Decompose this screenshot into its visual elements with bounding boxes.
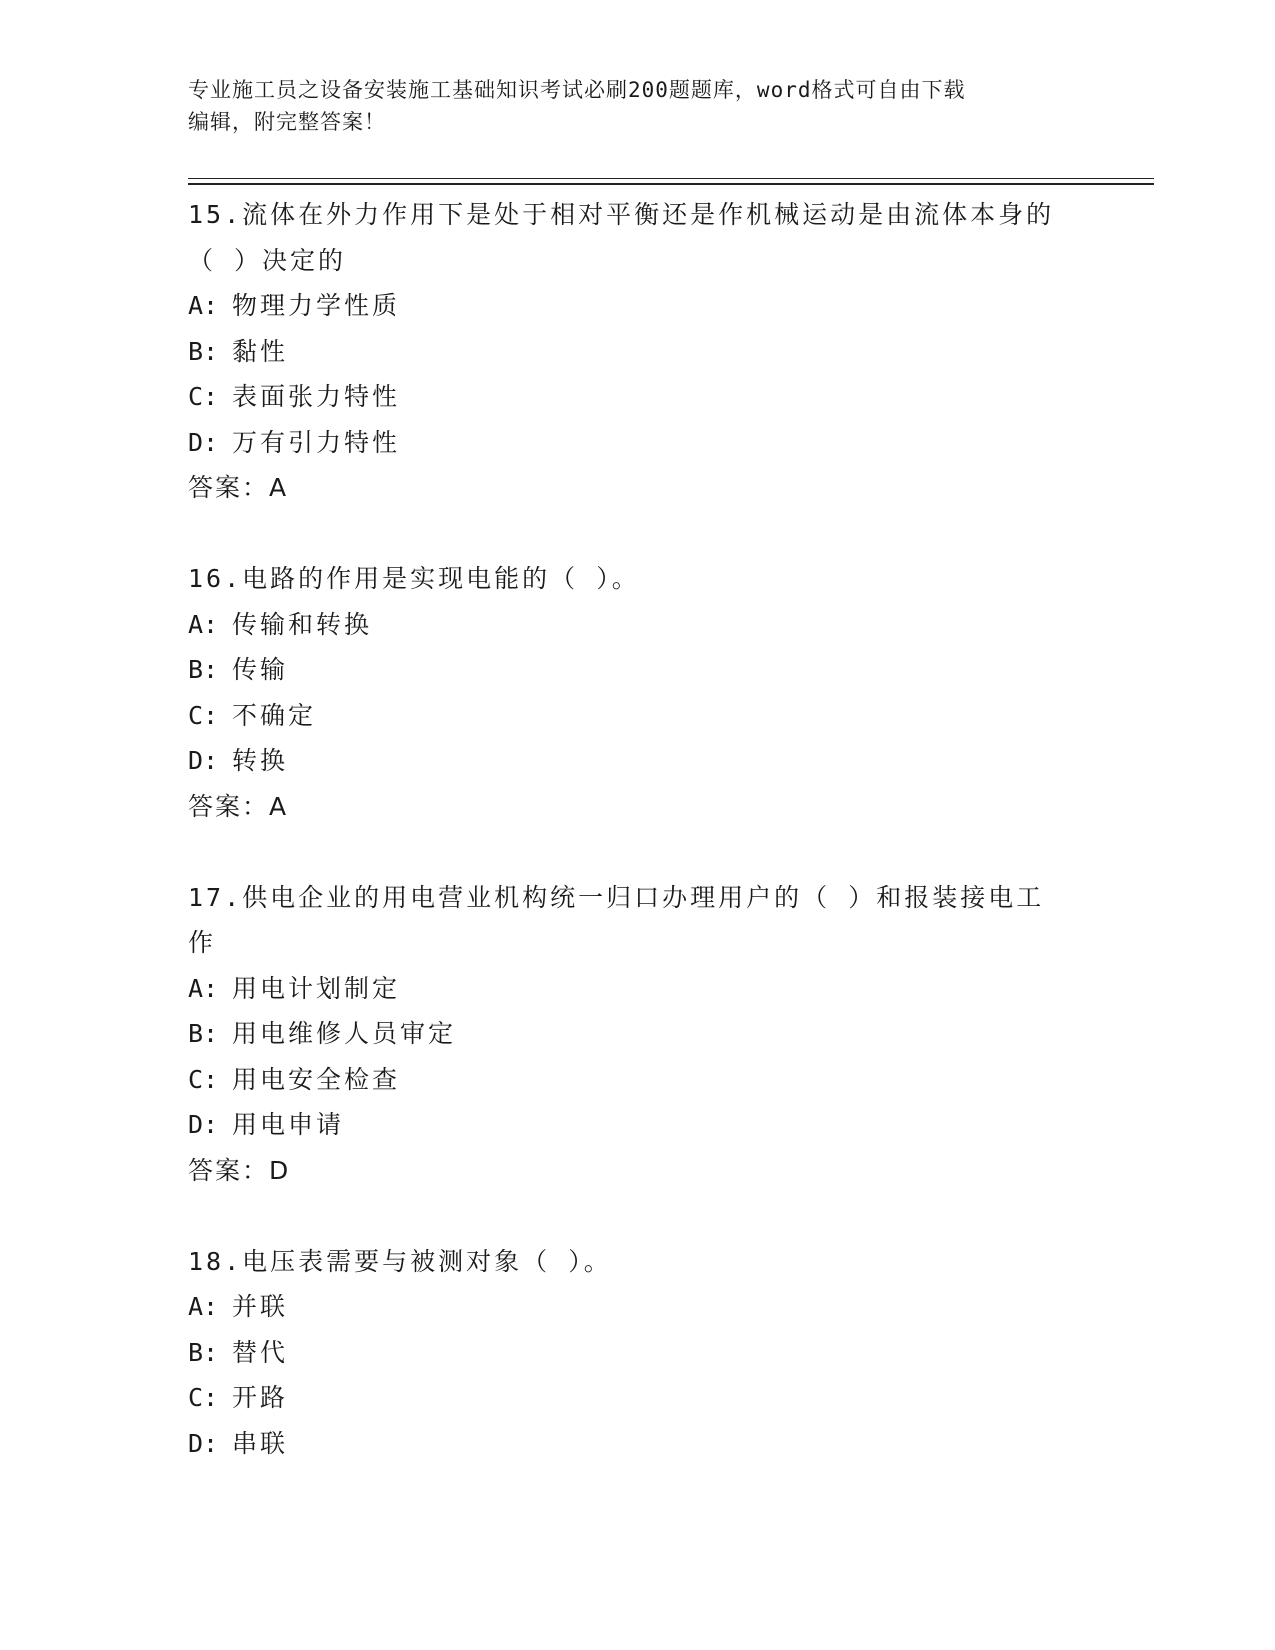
option-text: 传输和转换 <box>232 609 373 639</box>
option-text: 并联 <box>232 1292 289 1321</box>
option-letter: D: <box>188 1110 219 1139</box>
option-letter: A: <box>188 973 219 1003</box>
question-spacer <box>188 1193 1088 1239</box>
question-18 <box>188 1239 1088 1467</box>
option-text: 物理力学性质 <box>232 291 401 320</box>
option-letter: D: <box>188 746 219 775</box>
option-text: 万有引力特性 <box>232 427 401 457</box>
question-text-line2: 作 <box>188 928 217 957</box>
option-letter: B: <box>188 1337 219 1367</box>
header-title-line1: 专业施工员之设备安装施工基础知识考试必刷200题题库，word格式可自由下载 <box>188 78 966 102</box>
question-16 <box>188 556 1088 829</box>
option-b <box>188 647 1088 693</box>
question-15 <box>188 192 1088 511</box>
option-b <box>188 1011 1088 1057</box>
option-letter: A: <box>188 1292 219 1321</box>
option-c <box>188 1375 1088 1421</box>
question-text-line1: 电路的作用是实现电能的（ ）。 <box>242 564 640 593</box>
option-text: 表面张力特性 <box>232 382 401 411</box>
header-divider-thin <box>188 178 1154 179</box>
option-letter: B: <box>188 655 219 684</box>
option-text: 黏性 <box>232 336 289 366</box>
question-spacer <box>188 511 1088 557</box>
question-text-line2: （ ）决定的 <box>188 245 347 275</box>
question-list <box>188 192 1088 1466</box>
option-text: 用电安全检查 <box>232 1064 401 1094</box>
option-c <box>188 374 1088 420</box>
option-text: 用电计划制定 <box>232 973 401 1003</box>
question-number: 15. <box>188 200 243 229</box>
option-letter: C: <box>188 1383 219 1412</box>
option-text: 转换 <box>232 746 289 775</box>
question-number: 16. <box>188 564 243 593</box>
question-stem <box>188 192 1068 238</box>
document-header <box>188 74 1088 138</box>
question-text-line1: 电压表需要与被测对象（ ）。 <box>242 1246 612 1276</box>
option-a <box>188 602 1088 648</box>
option-letter: A: <box>188 609 219 639</box>
option-text: 用电维修人员审定 <box>232 1019 457 1048</box>
option-letter: C: <box>188 700 219 730</box>
option-text: 替代 <box>232 1337 289 1367</box>
option-text: 不确定 <box>232 700 317 730</box>
question-17 <box>188 875 1088 1194</box>
option-letter: C: <box>188 1064 219 1094</box>
question-number: 18. <box>188 1246 243 1276</box>
option-d <box>188 1421 1088 1467</box>
option-a <box>188 1284 1088 1330</box>
option-d <box>188 420 1088 466</box>
option-a <box>188 966 1088 1012</box>
option-a <box>188 283 1088 329</box>
option-d <box>188 738 1088 784</box>
option-letter: D: <box>188 1428 219 1458</box>
option-text: 串联 <box>232 1428 289 1458</box>
answer-line: 答案：A <box>188 473 289 502</box>
option-b <box>188 1330 1088 1376</box>
option-letter: C: <box>188 382 219 411</box>
option-c <box>188 693 1088 739</box>
question-number: 17. <box>188 882 243 912</box>
question-stem <box>188 875 1068 921</box>
option-letter: B: <box>188 336 219 366</box>
option-c <box>188 1057 1088 1103</box>
header-title-line2: 编辑，附完整答案！ <box>188 110 386 134</box>
question-text-line1: 供电企业的用电营业机构统一归口办理用户的（ ）和报装接电工 <box>242 882 1045 912</box>
option-text: 传输 <box>232 655 289 684</box>
answer-line: 答案：A <box>188 791 289 821</box>
question-spacer <box>188 829 1088 875</box>
option-letter: A: <box>188 291 219 320</box>
question-stem <box>188 1239 1068 1285</box>
option-text: 用电申请 <box>232 1110 345 1139</box>
question-text-line1: 流体在外力作用下是处于相对平衡还是作机械运动是由流体本身的 <box>242 200 1055 229</box>
option-d <box>188 1102 1088 1148</box>
question-stem <box>188 556 1068 602</box>
option-letter: B: <box>188 1019 219 1048</box>
option-letter: D: <box>188 427 219 457</box>
header-divider-thick <box>188 183 1154 185</box>
option-b <box>188 329 1088 375</box>
option-text: 开路 <box>232 1383 289 1412</box>
answer-line: 答案：D <box>188 1155 291 1185</box>
